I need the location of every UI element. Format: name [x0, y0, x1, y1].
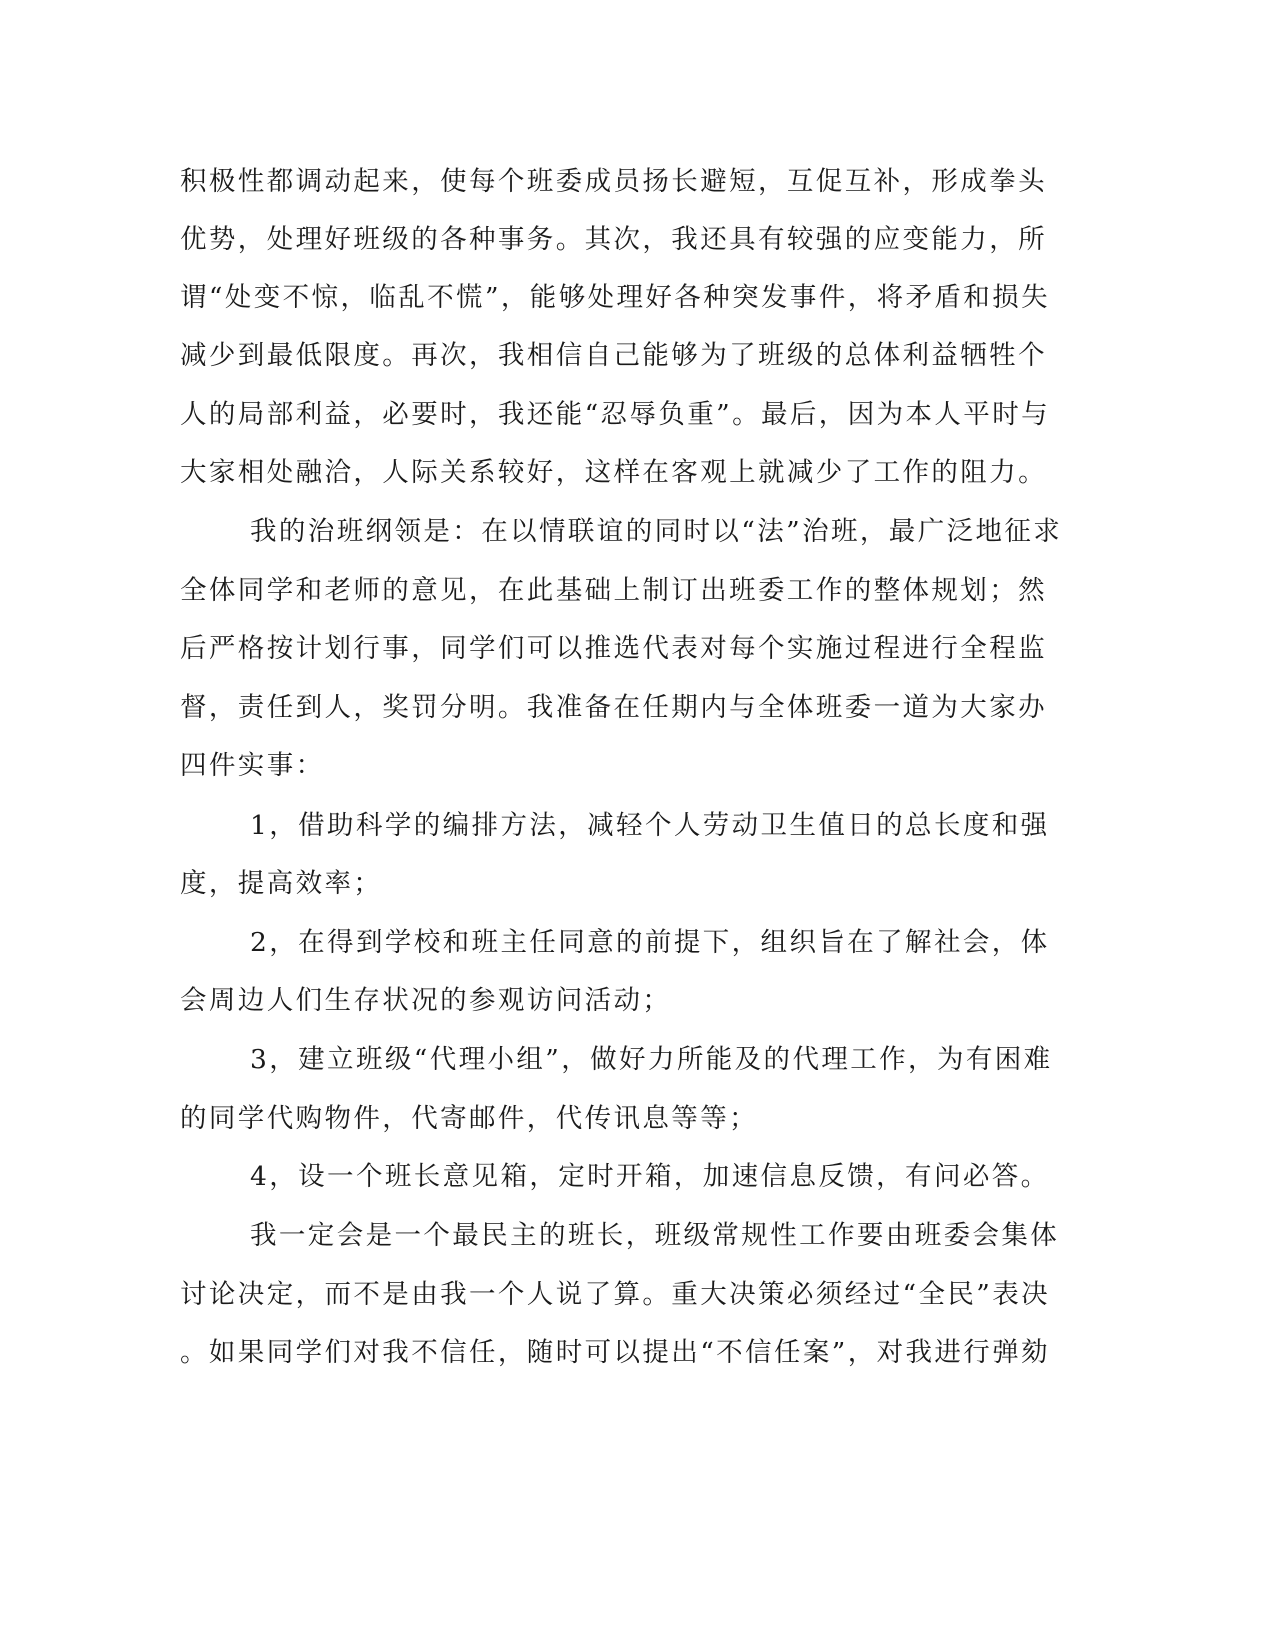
text-line: 讨论决定，而不是由我一个人说了算。重大决策必须经过“全民”表决	[180, 1279, 1050, 1310]
text-line: 积极性都调动起来，使每个班委成员扬长避短，互促互补，形成拳头	[180, 166, 1047, 197]
text-line: 的同学代购物件，代寄邮件，代传讯息等等；	[180, 1103, 758, 1134]
text-line: 大家相处融洽，人际关系较好，这样在客观上就减少了工作的阻力。	[180, 457, 1047, 488]
list-item-3: 3，建立班级“代理小组”，做好力所能及的代理工作，为有困难	[250, 1044, 1053, 1075]
list-item-2: 2，在得到学校和班主任同意的前提下，组织旨在了解社会，体	[250, 927, 1050, 958]
list-item-1: 1，借助科学的编排方法，减轻个人劳动卫生值日的总长度和强	[250, 810, 1050, 841]
paragraph-first-line: 我一定会是一个最民主的班长，班级常规性工作要由班委会集体	[250, 1220, 1060, 1251]
text-line: 督，责任到人，奖罚分明。我准备在任期内与全体班委一道为大家办	[180, 692, 1047, 723]
text-line: 度，提高效率；	[180, 868, 383, 899]
paragraph-first-line: 我的治班纲领是：在以情联谊的同时以“法”治班，最广泛地征求	[250, 516, 1063, 547]
text-line: 人的局部利益，必要时，我还能“忍辱负重”。最后，因为本人平时与	[180, 399, 1050, 430]
text-line: 优势，处理好班级的各种事务。其次，我还具有较强的应变能力，所	[180, 224, 1047, 255]
text-line: 后严格按计划行事，同学们可以推选代表对每个实施过程进行全程监	[180, 633, 1047, 664]
text-line: 。如果同学们对我不信任，随时可以提出“不信任案”，对我进行弹劾	[180, 1337, 1050, 1368]
text-line: 会周边人们生存状况的参观访问活动；	[180, 985, 672, 1016]
text-line: 四件实事：	[180, 750, 325, 781]
text-line: 谓“处变不惊，临乱不慌”，能够处理好各种突发事件，将矛盾和损失	[180, 282, 1050, 313]
text-line: 减少到最低限度。再次，我相信自己能够为了班级的总体利益牺牲个	[180, 340, 1047, 371]
list-item-4: 4，设一个班长意见箱，定时开箱，加速信息反馈，有问必答。	[250, 1161, 1050, 1192]
text-line: 全体同学和老师的意见，在此基础上制订出班委工作的整体规划；然	[180, 575, 1047, 606]
